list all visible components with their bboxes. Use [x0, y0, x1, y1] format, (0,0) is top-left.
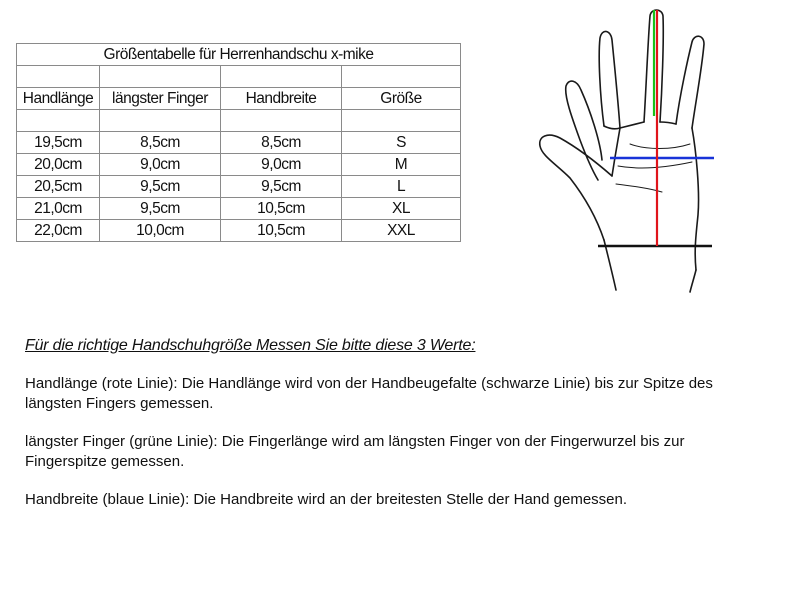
cell-size: M	[342, 154, 461, 176]
cell-hand-width: 9,0cm	[221, 154, 342, 176]
table-title: Größentabelle für Herrenhandschu x-mike	[17, 44, 461, 66]
cell-longest-finger: 9,5cm	[100, 176, 221, 198]
cell-hand-length: 22,0cm	[17, 220, 100, 242]
cell-hand-length: 21,0cm	[17, 198, 100, 220]
instructions-heading: Für die richtige Handschuhgröße Messen Sie bitte diese 3 Werte:	[25, 337, 476, 354]
table-row	[17, 198, 461, 220]
instruction-longest-finger: längster Finger (grüne Linie): Die Fingerlänge wird am längsten Finger von der Fingerwurzel bis zur Fingerspitze gemessen.	[25, 433, 685, 470]
cell-hand-width: 9,5cm	[221, 176, 342, 198]
cell-size: L	[342, 176, 461, 198]
table-spacer-row	[17, 66, 461, 88]
cell-size: XL	[342, 198, 461, 220]
header-hand-length: Handlänge	[17, 88, 100, 110]
cell-size: XXL	[342, 220, 461, 242]
cell-hand-length: 20,0cm	[17, 154, 100, 176]
table-header-row	[17, 88, 461, 110]
cell-hand-length: 19,5cm	[17, 132, 100, 154]
instructions	[25, 336, 765, 528]
header-hand-width: Handbreite	[221, 88, 342, 110]
cell-hand-width: 8,5cm	[221, 132, 342, 154]
cell-hand-length: 20,5cm	[17, 176, 100, 198]
cell-longest-finger: 8,5cm	[100, 132, 221, 154]
header-longest-finger: längster Finger	[100, 88, 221, 110]
table-title-row	[17, 44, 461, 66]
cell-size: S	[342, 132, 461, 154]
header-size: Größe	[342, 88, 461, 110]
size-table	[16, 43, 461, 242]
instruction-hand-length: Handlänge (rote Linie): Die Handlänge wird von der Handbeugefalte (schwarze Linie) bis zur Spitze des längsten Fingers gemessen.	[25, 375, 713, 412]
cell-longest-finger: 9,0cm	[100, 154, 221, 176]
cell-longest-finger: 10,0cm	[100, 220, 221, 242]
hand-measurement-figure	[528, 0, 738, 300]
table-row	[17, 176, 461, 198]
hand-outline	[540, 10, 704, 292]
instruction-hand-width: Handbreite (blaue Linie): Die Handbreite wird an der breitesten Stelle der Hand gemessen.	[25, 491, 628, 508]
cell-hand-width: 10,5cm	[221, 198, 342, 220]
cell-hand-width: 10,5cm	[221, 220, 342, 242]
table-row	[17, 220, 461, 242]
table-spacer-row	[17, 110, 461, 132]
cell-longest-finger: 9,5cm	[100, 198, 221, 220]
table-row	[17, 154, 461, 176]
table-row	[17, 132, 461, 154]
